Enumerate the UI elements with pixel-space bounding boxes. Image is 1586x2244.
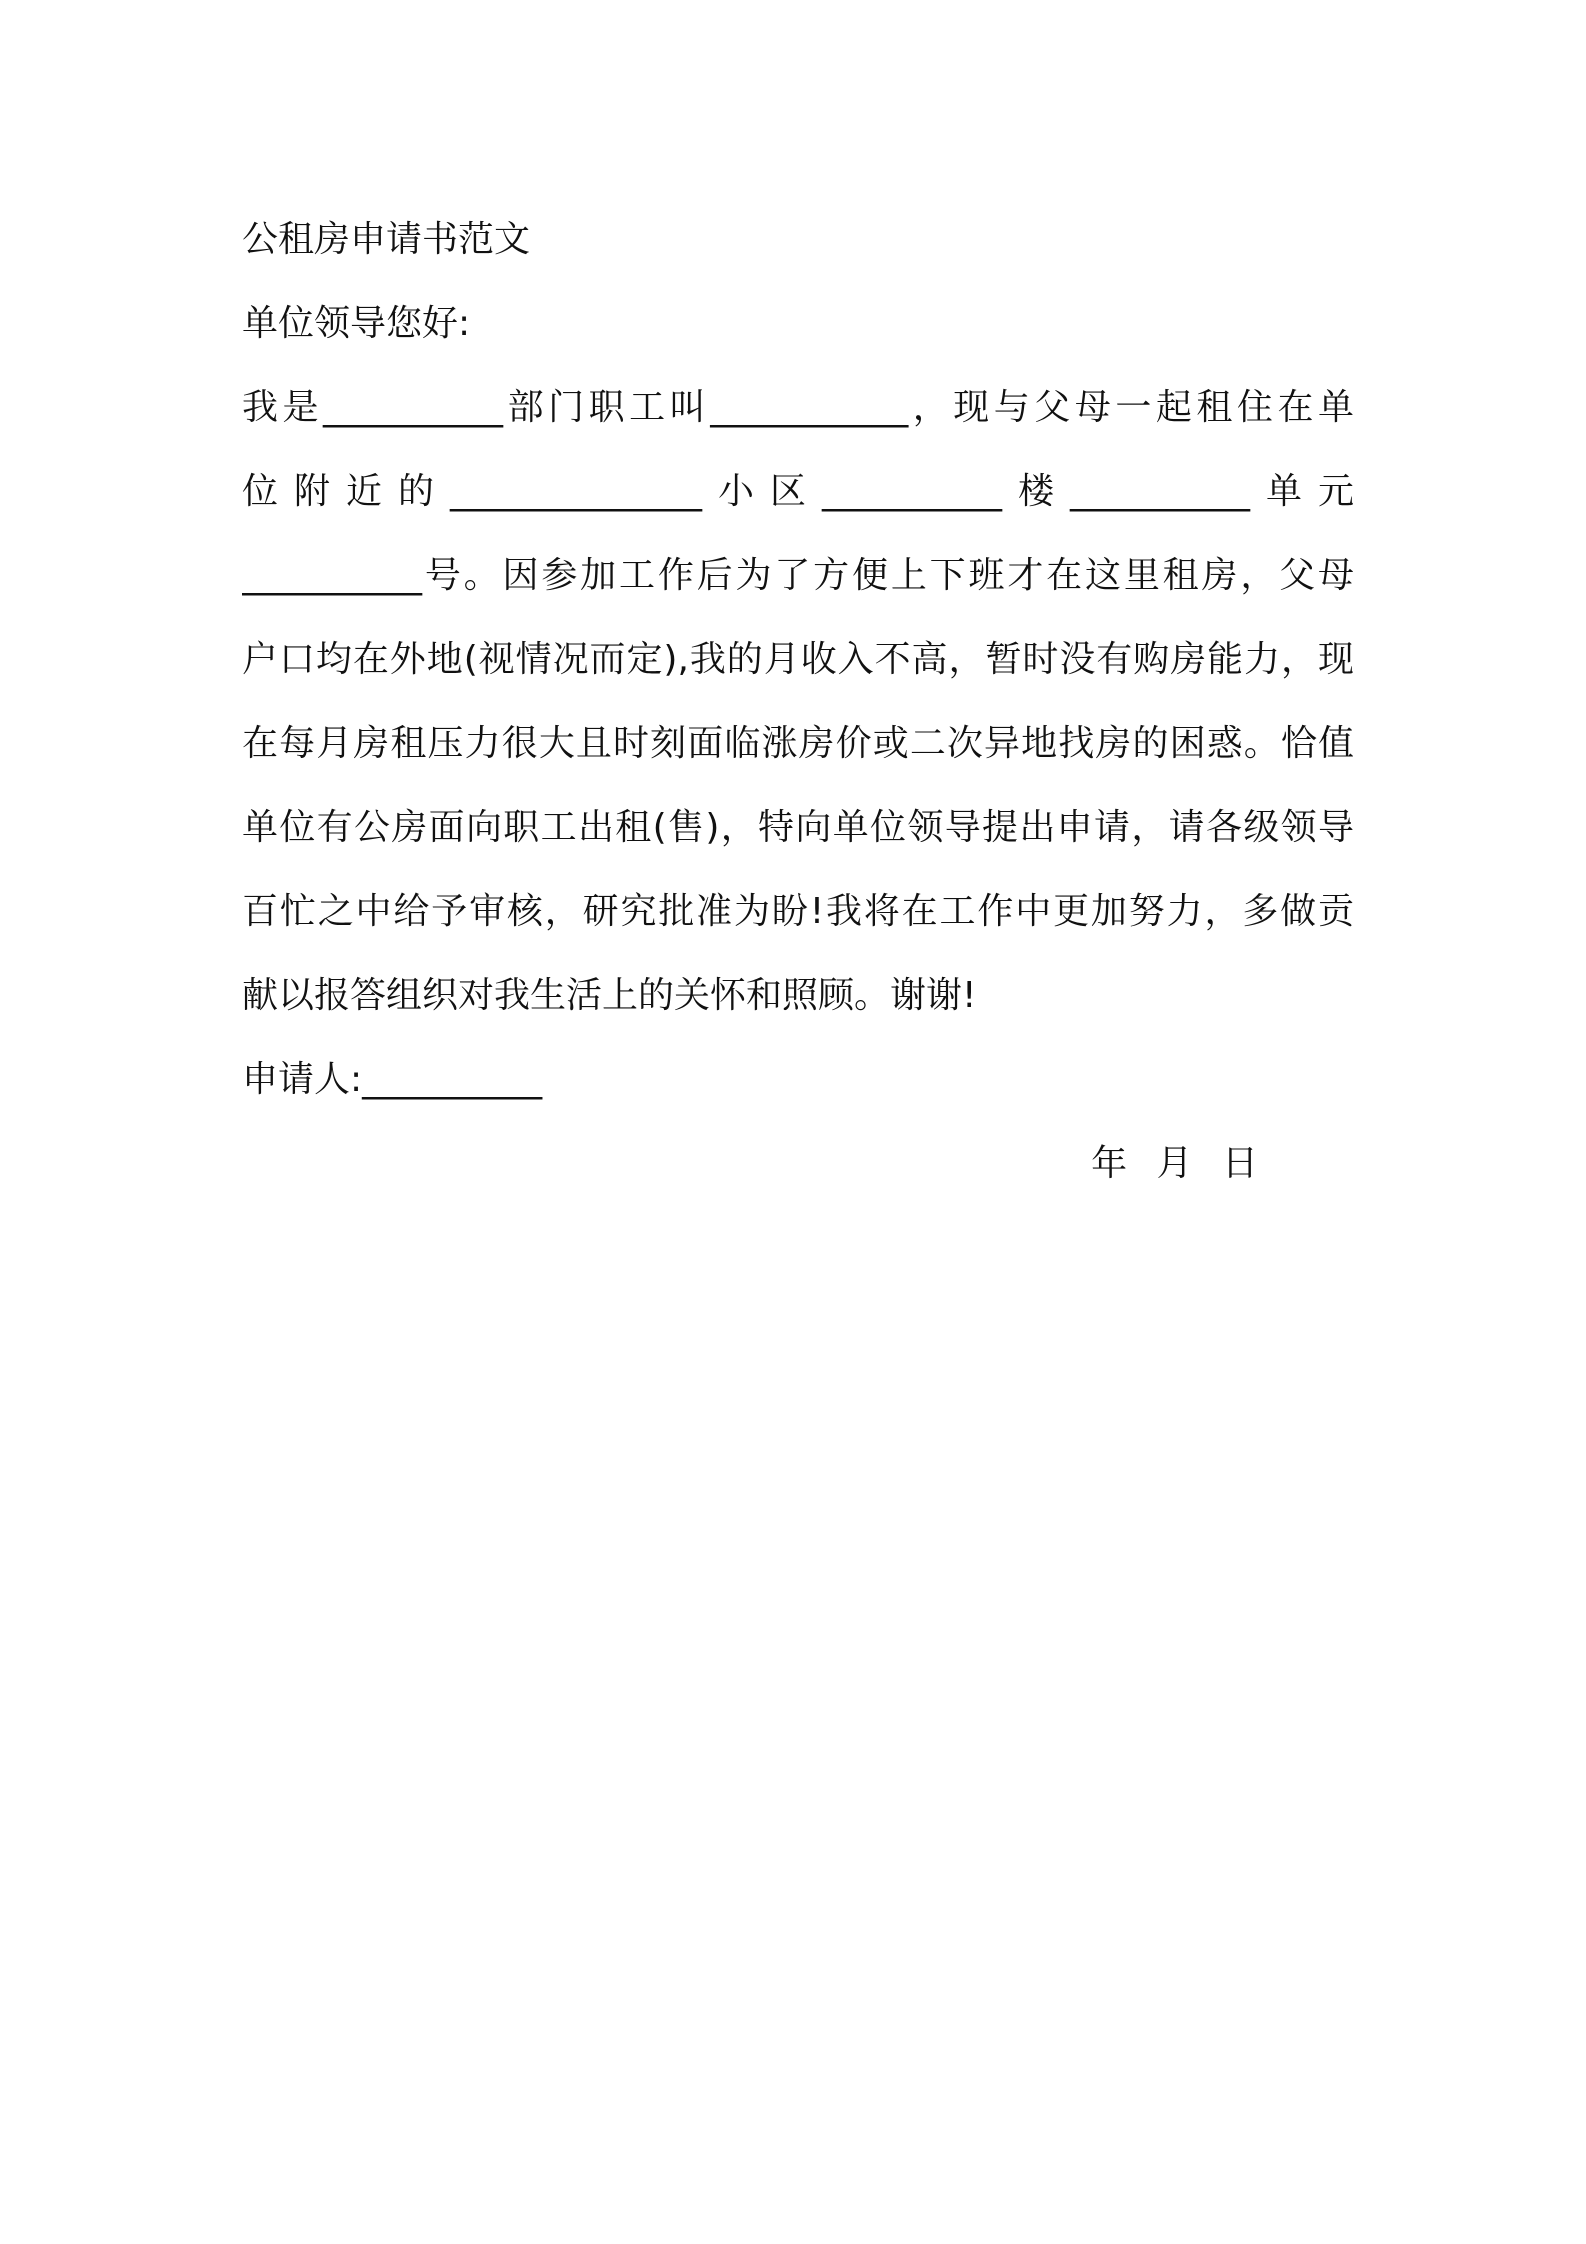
body-line: 献以报答组织对我生活上的关怀和照顾。谢谢! [242, 975, 977, 1016]
body-line: 户口均在外地(视情况而定),我的月收入不高，暂时没有购房能力，现 [242, 639, 1354, 680]
body-line: 在每月房租压力很大且时刻面临涨房价或二次异地找房的困惑。恰值 [242, 723, 1354, 764]
application-letter [242, 198, 1354, 1206]
body-line: 位附近的______________小区__________楼__________单元 [242, 471, 1354, 512]
salutation: 单位领导您好: [242, 303, 471, 344]
applicant-line: 申请人:__________ [242, 1059, 543, 1100]
date-line: 年 月 日 [1091, 1143, 1258, 1184]
body-line: 单位有公房面向职工出租(售)，特向单位领导提出申请，请各级领导 [242, 807, 1354, 848]
body-line: 百忙之中给予审核，研究批准为盼!我将在工作中更加努力，多做贡 [242, 891, 1354, 932]
document-title: 公租房申请书范文 [242, 219, 531, 260]
body-line: 我是__________部门职工叫___________，现与父母一起租住在单 [242, 387, 1354, 428]
body-line: __________号。因参加工作后为了方便上下班才在这里租房，父母 [242, 555, 1354, 596]
